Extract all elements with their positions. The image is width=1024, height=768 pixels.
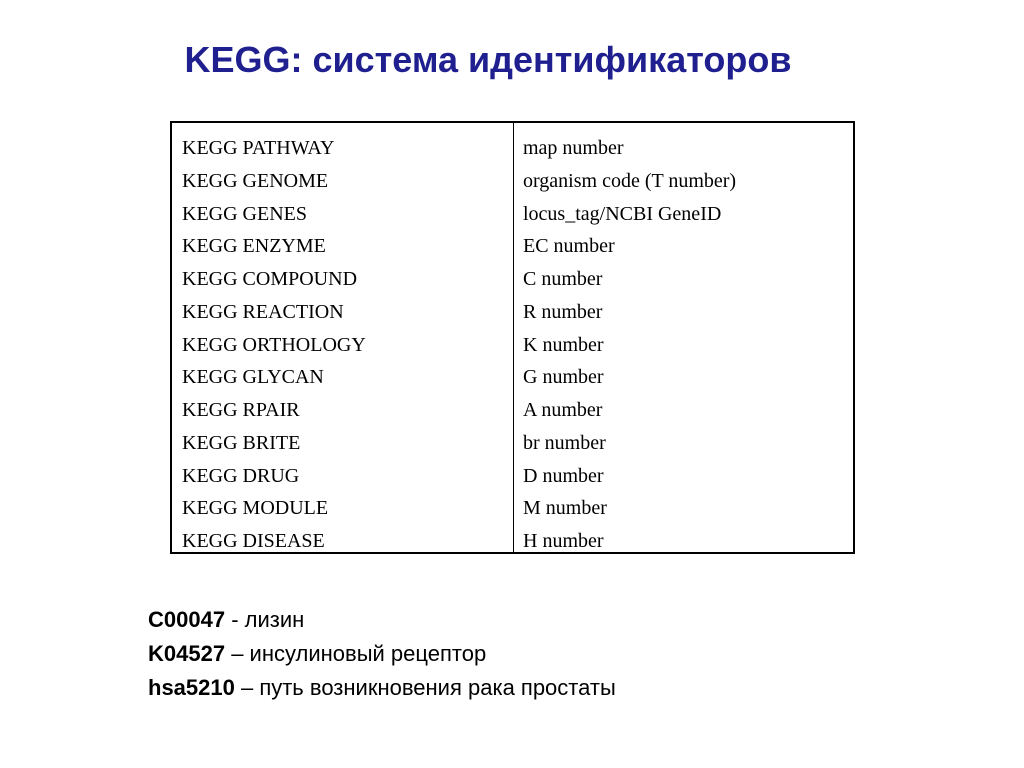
- identifier-column: [514, 123, 853, 552]
- identifier-cell: G number: [523, 366, 604, 389]
- database-cell: KEGG ORTHOLOGY: [182, 333, 366, 356]
- example-item: [148, 603, 616, 637]
- slide-title: KEGG: система идентификаторов: [184, 39, 792, 80]
- example-description: – путь возникновения рака простаты: [234, 675, 616, 700]
- database-cell: KEGG GENES: [182, 202, 307, 225]
- identifier-cell: EC number: [523, 235, 615, 258]
- database-cell: KEGG BRITE: [182, 431, 301, 454]
- identifier-cell: locus_tag/NCBI GeneID: [523, 202, 722, 225]
- identifier-cell: A number: [523, 399, 603, 421]
- example-description: - лизин: [225, 607, 305, 632]
- identifier-cell: C number: [523, 268, 603, 290]
- kegg-identifier-table: [170, 121, 855, 554]
- database-column: [172, 123, 514, 552]
- identifier-cell: H number: [523, 530, 604, 552]
- database-cell: KEGG MODULE: [182, 497, 329, 520]
- example-code: hsa5210: [148, 675, 235, 700]
- database-cell: KEGG REACTION: [182, 300, 344, 323]
- example-item: [148, 671, 616, 705]
- database-cell: KEGG DISEASE: [182, 530, 325, 552]
- identifier-cell: D number: [523, 464, 604, 487]
- identifier-cell: organism code (T number): [523, 169, 737, 192]
- database-cell: KEGG PATHWAY: [182, 137, 335, 159]
- database-cell: KEGG GLYCAN: [182, 366, 324, 389]
- database-cell: KEGG RPAIR: [182, 399, 300, 421]
- identifier-cell: map number: [523, 137, 624, 159]
- identifier-cell: M number: [523, 497, 607, 520]
- identifier-cell: R number: [523, 300, 603, 323]
- identifier-cell: K number: [523, 333, 604, 356]
- database-cell: KEGG COMPOUND: [182, 268, 358, 290]
- example-item: [148, 637, 616, 671]
- identifier-cell: br number: [523, 431, 606, 454]
- database-cell: KEGG DRUG: [182, 464, 300, 487]
- database-cell: KEGG ENZYME: [182, 235, 326, 258]
- database-cell: KEGG GENOME: [182, 169, 329, 192]
- example-code: C00047: [148, 607, 226, 632]
- example-description: – инсулиновый рецептор: [225, 641, 487, 666]
- example-code: K04527: [148, 641, 226, 666]
- examples-list: [148, 603, 616, 705]
